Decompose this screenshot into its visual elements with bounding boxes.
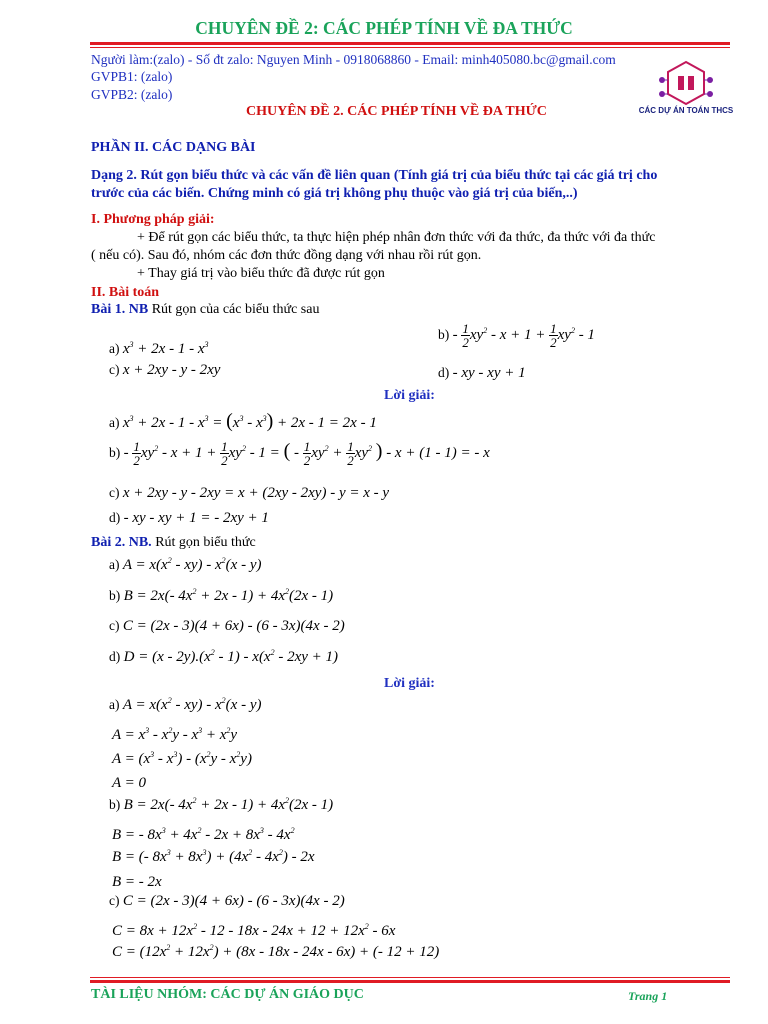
gvpb1-line: GVPB1: (zalo) bbox=[91, 69, 173, 84]
sol2-a4: A = 0 bbox=[112, 775, 147, 791]
method-p1b: ( nếu có). Sau đó, nhóm các đơn thức đồng dạng với nhau rồi rút gọn. bbox=[91, 248, 482, 263]
dang-line-2: trước của các biến. Chứng minh có giá trị không phụ thuộc vào giá trị của biến,..) bbox=[91, 186, 578, 201]
header-rule bbox=[90, 42, 730, 45]
subtitle: CHUYÊN ĐỀ 2. CÁC PHÉP TÍNH VỀ ĐA THỨC bbox=[246, 104, 547, 119]
part-heading: PHẦN II. CÁC DẠNG BÀI bbox=[91, 140, 256, 155]
bai2-d-expr: d) $D = (x - 2y).(x^2 - 1) - x(x^2 - 2xy + 1)$ bbox=[109, 648, 339, 665]
sol2-c3: $C = (12x^2 + 12x^2) + (8x - 18x - 24x - 6x)$ + (- 12 + 12) bbox=[112, 943, 440, 960]
footer-left: TÀI LIỆU NHÓM: CÁC DỰ ÁN GIÁO DỤC bbox=[91, 987, 364, 1002]
method-heading: I. Phương pháp giải: bbox=[91, 212, 215, 227]
sol1-a: a) $x^3 + 2x - 1 - x^3 = (x^3 - x^3) + 2x - 1 = 2x - 1$ bbox=[109, 410, 377, 432]
footer-rule-thin bbox=[90, 977, 730, 978]
sol2-b2: B = - $8x^3 + 4x^2 - 2x + 8x^3 - 4x^2$ bbox=[112, 826, 295, 843]
bai1-c-expr: c) x + 2xy - y - 2xy bbox=[109, 362, 221, 378]
loigiai-2: Lời giải: bbox=[384, 676, 435, 691]
bai2-a-expr: a) $A = x(x^2 - xy) - x^2(x - y)$ bbox=[109, 556, 262, 573]
gvpb2-line: GVPB2: (zalo) bbox=[91, 87, 173, 102]
bai1-title: Bài 1. NB bbox=[91, 302, 149, 317]
logo-text: CÁC DỰ ÁN TOÁN THCS bbox=[638, 106, 734, 115]
sol2-a3: $A = (x^3 - x^3) - (x^2y - x^2y)$ bbox=[112, 750, 252, 767]
bai2-heading bbox=[91, 535, 256, 551]
author-line: Người làm:(zalo) - Số đt zalo: Nguyen Minh - 0918068860 - Email: minh405080.bc@gmail.com bbox=[91, 52, 616, 67]
sol2-c2: $C = 8x + 12x^2 - 12 - 18x - 24x + 12 + 12x^2 - 6x$ bbox=[112, 922, 396, 939]
bai1-b-expr: b) - $\frac{1}{2}$ $xy^2 - x + 1$ + $\frac{1}{2}$ $xy^2 - 1$ bbox=[438, 321, 595, 350]
sol2-b4: B = - 2x bbox=[112, 874, 162, 890]
problems-heading: II. Bài toán bbox=[91, 285, 160, 300]
bai2-title: Bài 2. NB. bbox=[91, 535, 152, 550]
bai2-text: Rút gọn biểu thức bbox=[151, 535, 256, 550]
document-title: CHUYÊN ĐỀ 2: CÁC PHÉP TÍNH VỀ ĐA THỨC bbox=[195, 18, 573, 38]
bai1-heading bbox=[91, 302, 319, 318]
method-p2: + Thay giá trị vào biểu thức đã được rút gọn bbox=[137, 266, 385, 281]
bai2-b-expr: b) B = 2x(- $4x^2 + 2x - 1) + 4x^2(2x - 1)$ bbox=[109, 587, 334, 604]
sol2-b3: B = (- $8x^3 + 8x^3) + (4x^2 - 4x^2) - 2x$ bbox=[112, 848, 315, 865]
sol2-a1: a) $A = x(x^2 - xy) - x^2(x - y)$ bbox=[109, 696, 262, 713]
sol2-c1: c) C = (2x - 3)(4 + 6x) - (6 - 3x)(4x - 2) bbox=[109, 893, 345, 909]
header-rule-thin bbox=[90, 47, 730, 48]
sol2-b1: b) B = 2x(- $4x^2 + 2x - 1) + 4x^2(2x - 1)$ bbox=[109, 796, 334, 813]
sol1-d: d) - xy - xy + 1 = - 2xy + 1 bbox=[109, 510, 269, 526]
bai2-c-expr: c) C = (2x - 3)(4 + 6x) - (6 - 3x)(4x - 2) bbox=[109, 618, 345, 634]
logo bbox=[640, 60, 732, 130]
loigiai-1: Lời giải: bbox=[384, 388, 435, 403]
dang-line-1: Dạng 2. Rút gọn biểu thức và các vấn đề liên quan (Tính giá trị của biểu thức tại các giá trị cho bbox=[91, 168, 658, 183]
sol1-c: c) x + 2xy - y - 2xy = x + (2xy - 2xy) - y = x - y bbox=[109, 485, 390, 501]
bai1-text: Rút gọn của các biểu thức sau bbox=[148, 302, 320, 317]
bai1-a-expr: a) $x^3 + 2x - 1 - x^3$ bbox=[109, 340, 209, 357]
footer-rule bbox=[90, 980, 730, 983]
bai1-d-expr: d) - xy - xy + 1 bbox=[438, 365, 526, 381]
method-p1a: + Để rút gọn các biểu thức, ta thực hiện phép nhân đơn thức với đa thức, đa thức với đa thức bbox=[137, 230, 656, 245]
logo-icon bbox=[640, 60, 732, 130]
sol2-a2: $A = x^3 - x^2y - x^3 + x^2y$ bbox=[112, 726, 238, 743]
sol1-b: b) - $\frac{1}{2}$ $xy^2 - x + 1$ + $\frac{1}{2}$ $xy^2 - 1$ = ( - $\frac{1}{2}$ $xy^2$ + $\frac{1}{2}$ $xy^2$ ) - x + (1 - 1) = - x bbox=[109, 439, 490, 469]
page-number: Trang 1 bbox=[628, 989, 668, 1003]
